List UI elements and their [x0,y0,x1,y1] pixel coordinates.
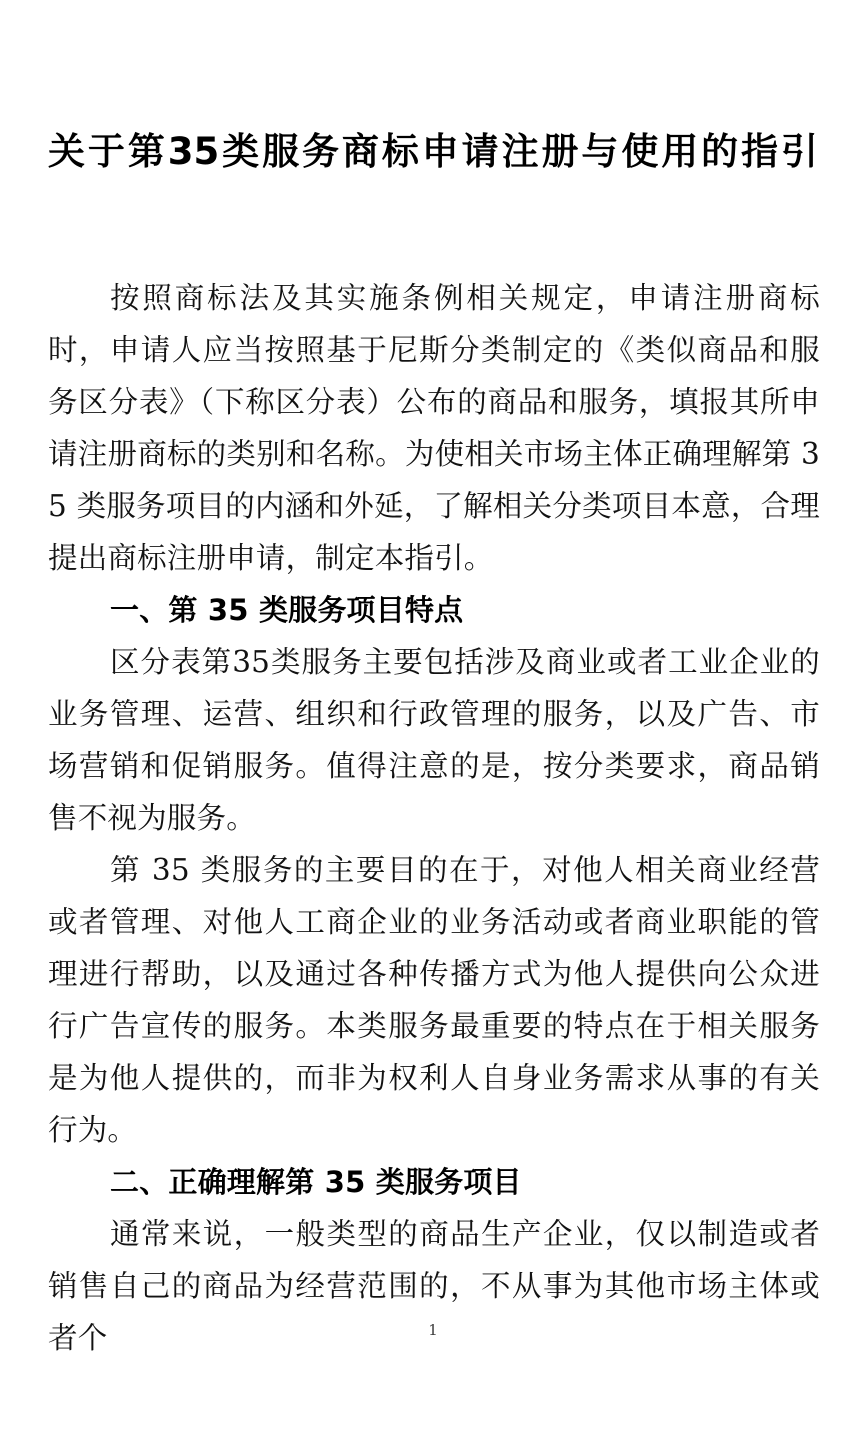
page-title: 关于第35类服务商标申请注册与使用的指引 [48,129,818,173]
paragraph: 第 35 类服务的主要目的在于，对他人相关商业经营或者管理、对他人工商企业的业务活动或者商业职能的管理进行帮助，以及通过各种传播方式为他人提供向公众进行广告宣传的服务。本类服务最重要的特点在于相关服务是为他人提供的，而非为权利人自身业务需求从事的有关行为。 [48,853,820,1147]
paragraph: 通常来说，一般类型的商品生产企业，仅以制造或者销售自己的商品为经营范围的，不从事为其他市场主体或者个 [48,1217,820,1355]
section-heading-two: 二、正确理解第 35 类服务项目 [110,1165,522,1199]
paragraph: 按照商标法及其实施条例相关规定，申请注册商标时，申请人应当按照基于尼斯分类制定的《类似商品和服务区分表》（下称区分表）公布的商品和服务，填报其所申请注册商标的类别和名称。为使相关市场主体正确理解第 35 类服务项目的内涵和外延，了解相关分类项目本意，合理提出商标注册申请，制定本指引。 [48,281,820,575]
page-number: 1 [428,1321,438,1339]
paragraph: 区分表第35类服务主要包括涉及商业或者工业企业的业务管理、运营、组织和行政管理的服务，以及广告、市场营销和促销服务。值得注意的是，按分类要求，商品销售不视为服务。 [48,645,820,835]
section-heading-one: 一、第 35 类服务项目特点 [110,593,464,627]
document-body [48,272,820,1364]
